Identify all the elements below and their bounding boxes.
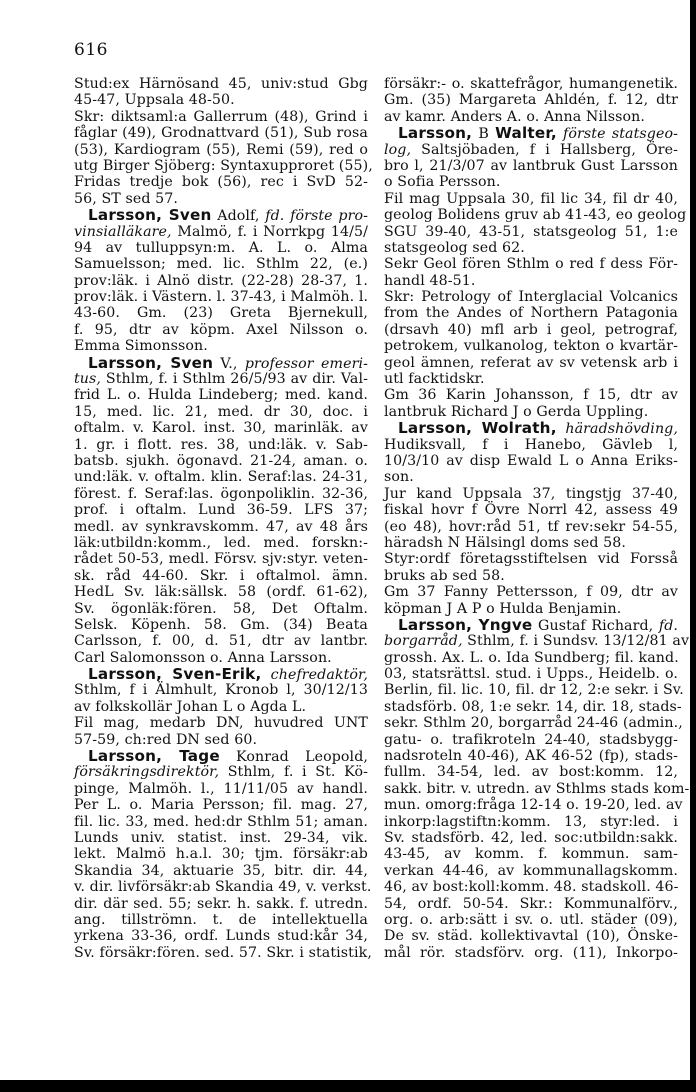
text-segment: Stud:ex Härnösand 45, univ:stud Gbg: [74, 76, 368, 92]
text-line: [74, 814, 368, 830]
text-segment: Skr: diktsaml:a Gallerrum (48), Grind i: [74, 108, 368, 125]
text-line: [74, 273, 368, 289]
text-segment: utg Birger Sjöberg: Syntaxupproret (55),: [74, 157, 373, 174]
text-column-left: [74, 76, 373, 961]
text-segment: Carl Salomonsson o. Anna Larsson.: [74, 649, 332, 666]
text-line: [384, 764, 678, 780]
entry-title: fd.: [658, 617, 679, 634]
text-line: [74, 617, 368, 633]
text-segment: V.,: [213, 355, 245, 372]
text-line: [384, 601, 678, 617]
text-line: [384, 519, 678, 535]
entry-name: Larsson, Tage: [88, 747, 220, 766]
text-line: [74, 355, 368, 371]
text-line: [384, 191, 678, 207]
text-line: [74, 830, 368, 846]
text-line: [384, 863, 678, 879]
text-line: [384, 568, 678, 584]
text-line: [74, 142, 368, 158]
text-line: [74, 125, 368, 141]
text-segment: Fil mag Uppsala 30, fil lic 34, fil dr 40,: [384, 190, 678, 207]
text-line: [74, 453, 368, 469]
text-segment: f. 95, dtr av köpm. Axel Nilsson o.: [74, 321, 368, 338]
text-line: [384, 896, 678, 912]
text-line: [74, 666, 368, 682]
entry-name: Larsson, Sven: [88, 353, 214, 372]
text-segment: fiskal hovr f Övre Norrl 42, assess 49: [384, 502, 678, 519]
text-line: [74, 207, 368, 223]
text-segment: ang. tillströmn. t. de intellektuella: [74, 911, 368, 928]
text-line: [384, 617, 678, 633]
page-edge-bottom: [0, 1080, 696, 1092]
text-line: [74, 928, 368, 944]
text-segment: Gm. (35) Margareta Ahldén, f. 12, dtr: [384, 92, 678, 109]
text-segment: Sthlm, f i Älmhult, Kronob l, 30/12/13: [74, 682, 368, 699]
text-segment: petrokem, vulkanolog, tekton o kvartär-: [384, 338, 678, 355]
text-line: [74, 174, 368, 190]
text-segment: 94 av tulluppsyn:m. A. L. o. Alma: [74, 239, 368, 256]
text-line: [384, 551, 678, 567]
text-segment: batsb. sjukh. ögonavd. 21-24, aman. o.: [74, 452, 368, 469]
text-segment: yrkena 33-36, ordf. Lunds stud:kår 34,: [74, 928, 368, 945]
text-line: [74, 191, 368, 207]
text-line: [74, 584, 368, 600]
entry-title: förste statsgeo-: [563, 126, 678, 143]
text-line: [384, 273, 678, 289]
text-segment: prov:läk. i Alnö distr. (22-28) 28-37, 1.: [74, 272, 368, 289]
text-line: [384, 420, 678, 436]
text-line: [74, 682, 368, 698]
text-line: [384, 633, 690, 650]
text-segment: und:läk. v. oftalm. klin. Seraf:las. 24-31,: [74, 469, 368, 486]
text-line: [74, 650, 368, 666]
text-segment: org. o. arb:sätt i sv. o. utl. städer (09),: [384, 911, 678, 928]
text-segment: bruks ab sed 58.: [384, 567, 505, 584]
text-line: [74, 437, 368, 453]
text-segment: gatu- o. trafikroteln 24-40, stadsbygg-: [384, 731, 678, 748]
text-line: [384, 158, 678, 174]
text-line: [74, 896, 368, 912]
entry-name: Larsson, Yngve: [398, 615, 533, 634]
text-line: [74, 486, 368, 502]
text-segment: nadsroteln 40-46), AK 46-52 (fp), stads-: [384, 748, 678, 765]
text-line: [74, 764, 368, 780]
text-segment: sakk. bitr. v. utredn. av Sthlms stads kom-: [384, 780, 690, 797]
text-segment: Sthlm, f. i St. Kö-: [219, 764, 368, 781]
text-line: [384, 682, 684, 699]
text-segment: mål rör. stadsförv. org. (11), Inkorpo-: [384, 944, 678, 961]
text-segment: HedL Sv. läk:sällsk. 58 (ordf. 61-62),: [74, 584, 368, 601]
text-column-right: [384, 76, 690, 961]
text-segment: Skandia 34, aktuarie 35, bitr. dir. 44,: [74, 862, 368, 879]
page-number: 616: [74, 40, 108, 60]
text-segment: De sv. städ. kollektivavtal (10), Önske-: [384, 928, 678, 945]
text-line: [74, 699, 368, 715]
text-line: [384, 780, 690, 797]
text-segment: av folkskollär Johan L o Agda L.: [74, 698, 307, 715]
text-line: [74, 92, 368, 108]
text-segment: häradsh N Hälsingl doms sed 58.: [384, 534, 627, 551]
text-segment: Gm 36 Karin Johansson, f 15, dtr av: [384, 387, 678, 404]
text-line: [74, 633, 368, 649]
entry-name: Larsson,: [398, 124, 473, 143]
text-segment: [261, 667, 270, 683]
text-segment: verkan 44-46, av kommunallagskomm.: [384, 862, 678, 879]
text-line: [384, 748, 678, 764]
text-segment: Sv. stadsförb. 42, led. soc:utbildn:sakk.: [384, 829, 678, 846]
text-segment: son.: [384, 469, 414, 486]
entry-title: chefredaktör,: [270, 667, 368, 684]
text-segment: inkorp:lagstiftn:komm. 13, styr:led. i: [384, 813, 678, 830]
text-segment: Samuelsson; med. lic. Sthlm 22, (e.): [74, 256, 368, 273]
text-line: [74, 404, 368, 420]
text-line: [384, 142, 678, 158]
text-segment: v. dir. livförsäkr:ab Skandia 49, v. verkst.: [74, 879, 372, 896]
text-segment: fullm. 34-54, led. av bost:komm. 12,: [384, 764, 678, 781]
text-segment: Gustaf Richard,: [532, 617, 659, 634]
text-line: [74, 732, 368, 748]
text-segment: Berlin, fil. lic. 10, fil. dr 12, 2:e sekr. i Sv.: [384, 682, 684, 699]
text-line: [384, 305, 678, 321]
text-line: [74, 322, 368, 338]
text-line: [74, 157, 373, 174]
text-segment: 10/3/10 av disp Ewald L o Anna Eriks-: [384, 452, 678, 469]
entry-name: Larsson, Wolrath,: [398, 419, 557, 438]
text-segment: Sthlm, f. i Sundsv. 13/12/81 av: [462, 633, 690, 650]
text-line: [384, 732, 678, 748]
text-line: [74, 944, 372, 961]
text-segment: Sekr Geol fören Sthlm o red f dess För-: [384, 256, 678, 273]
text-segment: Adolf,: [211, 208, 266, 225]
text-line: [384, 469, 678, 485]
text-line: [74, 469, 368, 485]
text-segment: köpman J A P o Hulda Benjamin.: [384, 600, 622, 617]
text-segment: pinge, Malmöh. l., 11/11/05 av handl.: [74, 780, 368, 797]
text-segment: mun. omorg:fråga 12-14 o. 19-20, led. av: [384, 797, 683, 814]
text-segment: 43-45, av komm. f. kommun. sam-: [384, 846, 678, 863]
text-line: [384, 814, 678, 830]
text-segment: sk. råd 44-60. Skr. i oftalmol. ämn.: [74, 567, 368, 584]
text-segment: handl 48-51.: [384, 272, 476, 289]
text-segment: Per L. o. Maria Persson; fil. mag. 27,: [74, 797, 368, 814]
text-line: [74, 781, 368, 797]
text-line: [74, 568, 368, 584]
text-line: [384, 387, 678, 403]
text-segment: läk:utbildn:komm., led. med. forskn:-: [74, 534, 368, 551]
entry-name: Walter,: [495, 124, 557, 143]
text-segment: 15, med. lic. 21, med. dr 30, doc. i: [74, 403, 368, 420]
text-segment: SGU 39-40, 43-51, statsgeolog 51, 1:e: [384, 223, 678, 240]
entry-title: professor emeri-: [244, 355, 368, 372]
text-line: [384, 224, 678, 240]
text-line: [384, 846, 678, 862]
text-line: [74, 912, 368, 928]
page-edge-right: [690, 0, 696, 1092]
text-line: [384, 797, 683, 814]
text-line: [74, 338, 368, 354]
text-segment: Saltsjöbaden, f i Hallsberg, Öre-: [411, 141, 678, 158]
text-segment: 56, ST sed 57.: [74, 190, 178, 207]
text-line: [384, 92, 678, 108]
text-line: [74, 748, 368, 764]
text-line: [74, 256, 368, 272]
text-line: [384, 125, 678, 141]
text-line: [74, 502, 368, 518]
text-segment: medl. av synkravskomm. 47, av 48 års: [74, 518, 368, 535]
text-line: [384, 338, 678, 354]
text-line: [74, 420, 368, 436]
text-segment: 03, statsrättsl. stud. i Upps., Heidelb. o.: [384, 666, 678, 683]
text-line: [74, 601, 368, 617]
text-line: [384, 715, 683, 732]
text-segment: o Sofia Persson.: [384, 174, 501, 191]
text-segment: försäkr:- o. skattefrågor, humangenetik.: [384, 76, 678, 92]
text-segment: Styr:ordf företagsstiftelsen vid Forsså: [384, 551, 678, 568]
text-segment: rådet 50-53, medl. Försv. sjv:styr. veten-: [74, 551, 368, 568]
text-segment: Sthlm, f. i Sthlm 26/5/93 av dir. Val-: [101, 371, 368, 388]
text-line: [384, 371, 678, 387]
text-segment: Emma Simonsson.: [74, 338, 208, 355]
text-line: [384, 109, 678, 125]
text-line: [74, 76, 368, 92]
text-segment: oftalm. v. Karol. inst. 30, marinläk. av: [74, 420, 368, 437]
text-line: [74, 863, 368, 879]
text-segment: Malmö, f. i Norrkpg 14/5/: [171, 223, 368, 240]
text-line: [384, 256, 678, 272]
text-line: [74, 371, 368, 387]
text-line: [384, 486, 678, 502]
text-line: [384, 437, 678, 453]
text-segment: prov:läk. i Västern. l. 37-43, i Malmöh. l.: [74, 289, 369, 306]
text-segment: bro l, 21/3/07 av lantbruk Gust Larsson: [384, 157, 678, 174]
text-segment: av kamr. Anders A. o. Anna Nilsson.: [384, 108, 645, 125]
text-segment: Fridas tredje bok (56), rec i SvD 52-: [74, 174, 368, 191]
text-line: [384, 240, 678, 256]
text-line: [74, 715, 368, 731]
text-segment: sekr. Sthlm 20, borgarråd 24-46 (admin.,: [384, 715, 683, 732]
text-segment: fåglar (49), Grodnattvard (51), Sub rosa: [74, 125, 368, 142]
text-segment: lekt. Malmö h.a.l. 30; tjm. försäkr:ab: [74, 846, 368, 863]
text-line: [74, 387, 368, 403]
text-line: [384, 666, 678, 682]
text-segment: geolog Bolidens gruv ab 41-43, eo geolog: [384, 207, 687, 224]
text-segment: 46, av bost:koll:komm. 48. stadskoll. 46-: [384, 879, 679, 896]
text-line: [74, 109, 368, 125]
text-segment: statsgeolog sed 62.: [384, 239, 525, 256]
text-segment: (drsavh 40) mfl arb i geol, petrograf,: [384, 321, 678, 338]
text-line: [384, 453, 678, 469]
text-line: [74, 240, 368, 256]
text-segment: Konrad Leopold,: [219, 749, 368, 766]
text-segment: (eo 48), hovr:råd 51, tf rev:sekr 54-55,: [384, 518, 678, 535]
text-segment: Gm 37 Fanny Pettersson, f 09, dtr av: [384, 584, 678, 601]
text-segment: fil. lic. 33, med. hed:dr Sthlm 51; aman.: [74, 813, 368, 830]
entry-title: log,: [384, 141, 412, 158]
text-line: [384, 830, 678, 846]
text-segment: 43-60. Gm. (23) Greta Bjernekull,: [74, 305, 368, 322]
text-segment: frid L. o. Hulda Lindeberg; med. kand.: [74, 387, 368, 404]
text-segment: Skr: Petrology of Interglacial Volcanics: [384, 289, 678, 306]
text-segment: stadsförb. 08, 1:e sekr. 14, dir. 18, stads-: [384, 698, 682, 715]
text-segment: utl facktidskr.: [384, 371, 485, 388]
entry-title: häradshövding,: [565, 421, 678, 438]
entry-title: vinsialläkare,: [74, 223, 172, 240]
text-segment: Sv. ögonläk:fören. 58, Det Oftalm.: [74, 600, 368, 617]
text-line: [74, 535, 368, 551]
text-line: [384, 650, 678, 666]
text-segment: from the Andes of Northern Patagonia: [384, 305, 678, 322]
text-line: [384, 289, 678, 305]
text-line: [384, 404, 678, 420]
text-segment: (53), Kardiogram (55), Remi (59), red o: [74, 141, 368, 158]
text-segment: geol ämnen, referat av sv vetensk arb i: [384, 354, 678, 371]
text-segment: Carlsson, f. 00, d. 51, dtr av lantbr.: [74, 633, 368, 650]
text-segment: B: [472, 126, 496, 143]
text-line: [74, 305, 368, 321]
text-line: [384, 502, 678, 518]
text-segment: 54, ordf. 50-54. Skr.: Kommunalförv.,: [384, 895, 678, 912]
text-segment: Selsk. Köpenh. 58. Gm. (34) Beata: [74, 616, 368, 633]
text-line: [384, 945, 678, 961]
text-segment: 45-47, Uppsala 48-50.: [74, 92, 235, 109]
text-line: [74, 289, 368, 305]
entry-name: Larsson, Sven: [88, 206, 212, 225]
text-line: [74, 797, 368, 813]
entry-title: borgarråd,: [384, 633, 463, 650]
entry-title: försäkringsdirektör,: [74, 764, 220, 781]
text-line: [74, 551, 368, 567]
text-line: [74, 879, 372, 896]
text-segment: Jur kand Uppsala 37, tingstjg 37-40,: [384, 485, 678, 502]
text-line: [384, 912, 678, 928]
text-line: [384, 76, 678, 92]
text-line: [384, 174, 678, 190]
text-segment: förest. f. Seraf:las. ögonpoliklin. 32-36,: [74, 485, 368, 502]
text-line: [384, 322, 678, 338]
text-line: [384, 207, 687, 224]
text-line: [384, 698, 682, 715]
text-line: [384, 355, 678, 371]
entry-name: Larsson, Sven-Erik,: [88, 665, 262, 684]
text-line: [74, 224, 368, 240]
text-segment: 57-59, ch:red DN sed 60.: [74, 731, 258, 748]
text-segment: dir. där sed. 55; sekr. h. sakk. f. utredn.: [74, 895, 368, 912]
text-segment: 1. gr. i flott. res. 38, und:läk. v. Sab-: [74, 436, 368, 453]
text-segment: Sv. försäkr:fören. sed. 57. Skr. i statistik,: [74, 944, 372, 961]
text-segment: prof. i oftalm. Lund 36-59. LFS 37;: [74, 502, 368, 519]
text-segment: Hudiksvall, f i Hanebo, Gävleb l,: [384, 436, 678, 453]
text-segment: Lunds univ. statist. inst. 29-34, vik.: [74, 829, 368, 846]
entry-title: fd. förste pro-: [265, 208, 369, 225]
entry-title: tus,: [74, 371, 102, 388]
text-segment: lantbruk Richard J o Gerda Uppling.: [384, 403, 649, 420]
text-line: [74, 519, 368, 535]
text-line: [384, 879, 678, 895]
text-line: [384, 928, 678, 944]
text-segment: grossh. Ax. L. o. Ida Sundberg; fil. kand.: [384, 649, 679, 666]
text-segment: Fil mag, medarb DN, huvudred UNT: [74, 715, 368, 732]
text-line: [384, 535, 678, 551]
text-line: [384, 584, 678, 600]
text-line: [74, 846, 368, 862]
